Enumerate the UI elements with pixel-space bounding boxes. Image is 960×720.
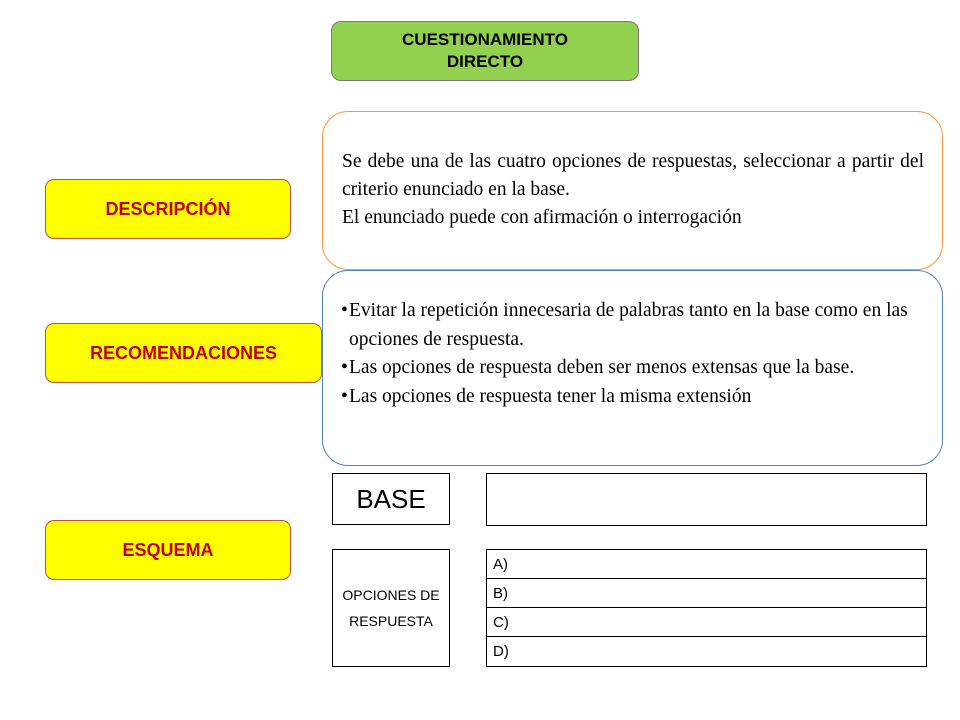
opciones-table (486, 549, 927, 667)
bullet-icon: • (341, 300, 348, 321)
option-label: C) (493, 613, 509, 631)
base-content-box (486, 473, 927, 526)
opciones-label-box (332, 549, 450, 667)
recomendacion-item (342, 297, 924, 354)
option-label: B) (493, 584, 508, 602)
label-descripcion-text: DESCRIPCIÓN (105, 198, 231, 219)
label-descripcion (45, 179, 291, 239)
option-row-c (487, 608, 926, 637)
option-label: D) (493, 643, 509, 660)
label-recomendaciones-text: RECOMENDACIONES (89, 342, 277, 363)
recomendaciones-list (342, 297, 924, 411)
label-esquema-text: ESQUEMA (122, 539, 214, 560)
page-title-text: CUESTIONAMIENTO DIRECTO (402, 30, 568, 71)
label-recomendaciones (45, 323, 322, 383)
base-label: BASE (356, 483, 426, 514)
option-row-d (487, 637, 926, 666)
recomendacion-text: Evitar la repetición innecesaria de palabras tanto en la base como en las opciones de respuesta. (349, 300, 908, 350)
descripcion-paragraph-2: El enunciado puede con afirmación o interrogación (342, 207, 742, 228)
descripcion-panel (322, 111, 943, 270)
option-label: A) (493, 555, 508, 573)
recomendaciones-panel (322, 270, 943, 466)
recomendacion-item (342, 354, 924, 383)
descripcion-paragraph-1: Se debe una de las cuatro opciones de respuestas, seleccionar a partir del criterio enunciado en la base. (342, 151, 924, 200)
bullet-icon: • (341, 385, 348, 407)
option-row-a (487, 550, 926, 579)
opciones-label: OPCIONES DE RESPUESTA (342, 587, 440, 629)
bullet-icon: • (341, 357, 348, 378)
page-title (331, 21, 639, 81)
option-row-b (487, 579, 926, 608)
recomendacion-text: Las opciones de respuesta deben ser menos extensas que la base. (349, 357, 855, 378)
label-esquema (45, 520, 291, 580)
recomendacion-item (342, 383, 924, 412)
recomendacion-text: Las opciones de respuesta tener la misma extensión (349, 385, 752, 407)
base-label-box (332, 473, 450, 525)
